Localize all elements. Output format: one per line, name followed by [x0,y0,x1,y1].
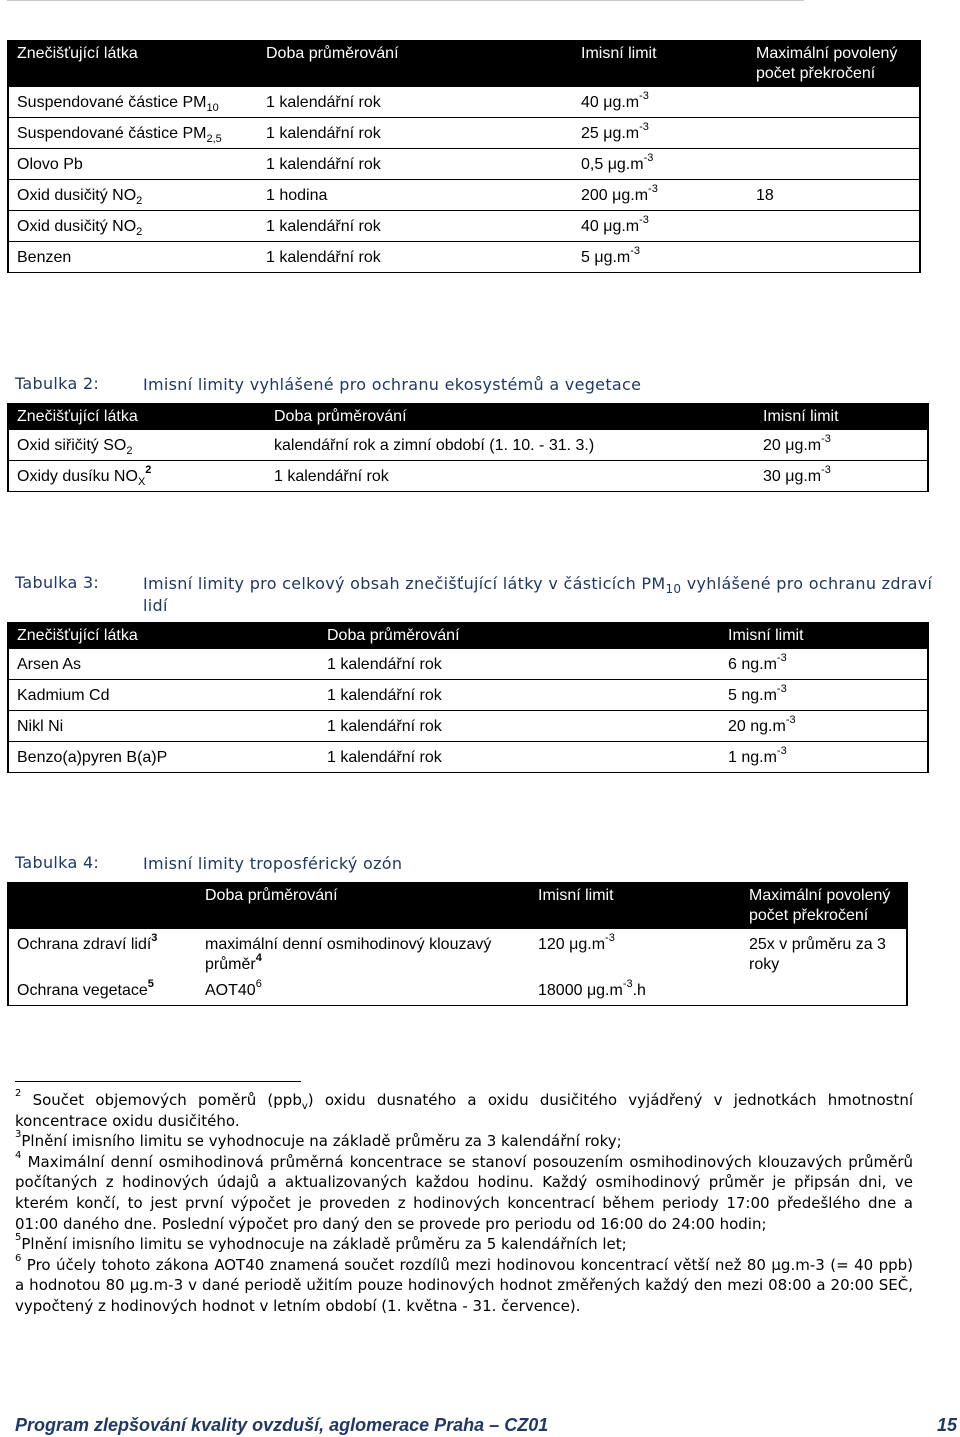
cell-substance: Arsen As [8,649,319,680]
cell-period: 1 kalendářní rok [266,461,755,492]
cell-period: 1 kalendářní rok [258,118,573,149]
cell-substance: Oxid siřičitý $SO_2$ [8,430,266,461]
table-row [8,180,920,211]
header-period: Doba průměrování [258,40,573,87]
cell-period: 1 kalendářní rok [258,87,573,118]
cell-substance: Suspendované částice $PM_{2,5}$ [8,118,258,149]
cell-period: 1 kalendářní rok [319,680,720,711]
table-row [8,149,920,180]
table4-title: Imisní limity troposférický ozón [143,854,403,873]
footer-title: Program zlepšování kvality ovzduší, aglomerace Praha – CZ01 [15,1415,549,1435]
limits-table-health [7,40,921,273]
table3-label: Tabulka 3: [15,573,100,592]
cell-period: kalendářní rok a zimní období (1. 10. - 31. 3.) [266,430,755,461]
cell-purpose: Ochrana zdraví lidí$^3$ [8,929,197,980]
cell-substance: Kadmium Cd [8,680,319,711]
table4-caption [15,853,945,877]
cell-limit: 25 $\mu g.m^{-3}$ [573,118,748,149]
cell-substance: Suspendované částice $PM_{10}$ [8,87,258,118]
table-row [8,211,920,242]
table3-caption [15,573,945,621]
table4-label: Tabulka 4: [15,853,100,872]
cell-limit: 40 $\mu g.m^{-3}$ [573,211,748,242]
table2-caption [15,374,945,398]
cell-exceedances [748,149,920,180]
cell-exceedances [748,118,920,149]
cell-limit: 5 $\mu g.m^{-3}$ [573,242,748,273]
header-purpose [8,882,197,929]
table-row [8,118,920,149]
table-header-row [8,403,928,430]
table-row [8,430,928,461]
cell-limit: 6 $ng.m^{-3}$ [720,649,928,680]
table-row [8,680,928,711]
cell-substance: Nikl Ni [8,711,319,742]
cell-substance: Oxid dusičitý $NO_2$ [8,180,258,211]
cell-limit: 40 $\mu g.m^{-3}$ [573,87,748,118]
top-divider [7,0,804,4]
footnote: $^4$ Maximální denní osmihodinová průměrná koncentrace se stanoví posouzením osmihodinových klouzavých průměrů počítaných z hodinových údajů a aktualizovaných každou hodinu. Každý osmihodinový průměr je připsán dni, ve kterém končí, to jest první výpočet je proveden z hodinových koncentrací během periody 17:00 předešlého dne a 01:00 daného dne. Poslední výpočet pro daný den se provede pro periodu od 16:00 do 24:00 hodin; [15,1149,913,1233]
cell-period: 1 hodina [258,180,573,211]
cell-period: maximální denní osmihodinový klouzavý průměr$^4$ [197,929,530,980]
header-limit: Imisní limit [720,622,928,649]
cell-period: 1 kalendářní rok [258,211,573,242]
cell-limit: 120 $\mu g.m^{-3}$ [530,929,741,980]
table-row [8,649,928,680]
header-substance: Znečišťující látka [8,403,266,430]
table-row [8,711,928,742]
header-limit: Imisní limit [755,403,928,430]
table3-title: Imisní limity pro celkový obsah znečišťující látky v částicích $PM_{10}$ vyhlášené pro ochranu zdraví lidí [143,574,933,615]
footnote: $^6$ Pro účely tohoto zákona AOT40 znamená součet rozdílů mezi hodinovou koncentrací větší než 80 μg.m-3 (= 40 ppb) a hodnotou 80 μg.m-3 v dané periodě užitím pouze hodinových hodnot změřených každý den mezi 08:00 a 20:00 SEČ, vypočtený z hodinových hodnot v letním období (1. května - 31. července). [15,1252,913,1315]
page-footer [15,1415,957,1436]
cell-period: 1 kalendářní rok [319,649,720,680]
cell-purpose: Ochrana vegetace$^5$ [8,979,197,1006]
table-header-row [8,40,920,87]
cell-limit: 1 $ng.m^{-3}$ [720,742,928,773]
page-number: 15 [936,1415,957,1435]
header-exceedances: Maximální povolený počet překročení [748,40,920,87]
cell-limit: 200 $\mu g.m^{-3}$ [573,180,748,211]
cell-substance: Benzo(a)pyren B(a)P [8,742,319,773]
cell-exceedances: 18 [748,180,920,211]
footnotes [15,1090,913,1317]
limits-table-pm10-content [7,622,929,773]
footnote: $^3$Plnění imisního limitu se vyhodnocuje na základě průměru za 3 kalendářní roky; [15,1129,622,1151]
cell-limit: 0,5 $\mu g.m^{-3}$ [573,149,748,180]
table-row [8,929,907,980]
cell-limit: 20 $\mu g.m^{-3}$ [755,430,928,461]
table2-label: Tabulka 2: [15,374,100,393]
header-substance: Znečišťující látka [8,622,319,649]
table-header-row [8,622,928,649]
table-header-row [8,882,907,929]
cell-substance: Benzen [8,242,258,273]
cell-limit: 5 $ng.m^{-3}$ [720,680,928,711]
cell-exceedances [748,211,920,242]
cell-period: $AOT40^6$ [197,979,530,1006]
cell-period: 1 kalendářní rok [319,711,720,742]
cell-period: 1 kalendářní rok [258,149,573,180]
cell-substance: Olovo Pb [8,149,258,180]
footnote: $^5$Plnění imisního limitu se vyhodnocuje na základě průměru za 5 kalendářních let; [15,1232,627,1254]
limits-table-ozone [7,882,908,1006]
table-row [8,242,920,273]
table2-title: Imisní limity vyhlášené pro ochranu ekosystémů a vegetace [143,375,642,394]
cell-substance: Oxidy dusíku $NO_X^2$ [8,461,266,492]
cell-exceedances [748,242,920,273]
cell-limit: 18000 $\mu g.m^{-3}.h$ [530,979,741,1006]
cell-limit: 30 $\mu g.m^{-3}$ [755,461,928,492]
header-period: Doba průměrování [197,882,530,929]
cell-exceedances [741,979,907,1006]
footnote-separator [15,1081,301,1082]
cell-exceedances: 25x v průměru za 3 roky [741,929,907,980]
table-row [8,87,920,118]
header-limit: Imisní limit [573,40,748,87]
cell-period: 1 kalendářní rok [258,242,573,273]
cell-period: 1 kalendářní rok [319,742,720,773]
header-period: Doba průměrování [319,622,720,649]
cell-limit: 20 $ng.m^{-3}$ [720,711,928,742]
header-period: Doba průměrování [266,403,755,430]
table-row [8,742,928,773]
header-substance: Znečišťující látka [8,40,258,87]
table-row [8,461,928,492]
cell-exceedances [748,87,920,118]
table-row [8,979,907,1006]
footnote: $^2$ Součet objemových poměrů (ppb$_v$) oxidu dusnatého a oxidu dusičitého vyjádřený v jednotkách hmotnostní koncentrace oxidu dusičitého. [15,1088,914,1130]
limits-table-ecosystems [7,403,929,492]
header-limit: Imisní limit [530,882,741,929]
header-exceedances: Maximální povolený počet překročení [741,882,907,929]
cell-substance: Oxid dusičitý $NO_2$ [8,211,258,242]
